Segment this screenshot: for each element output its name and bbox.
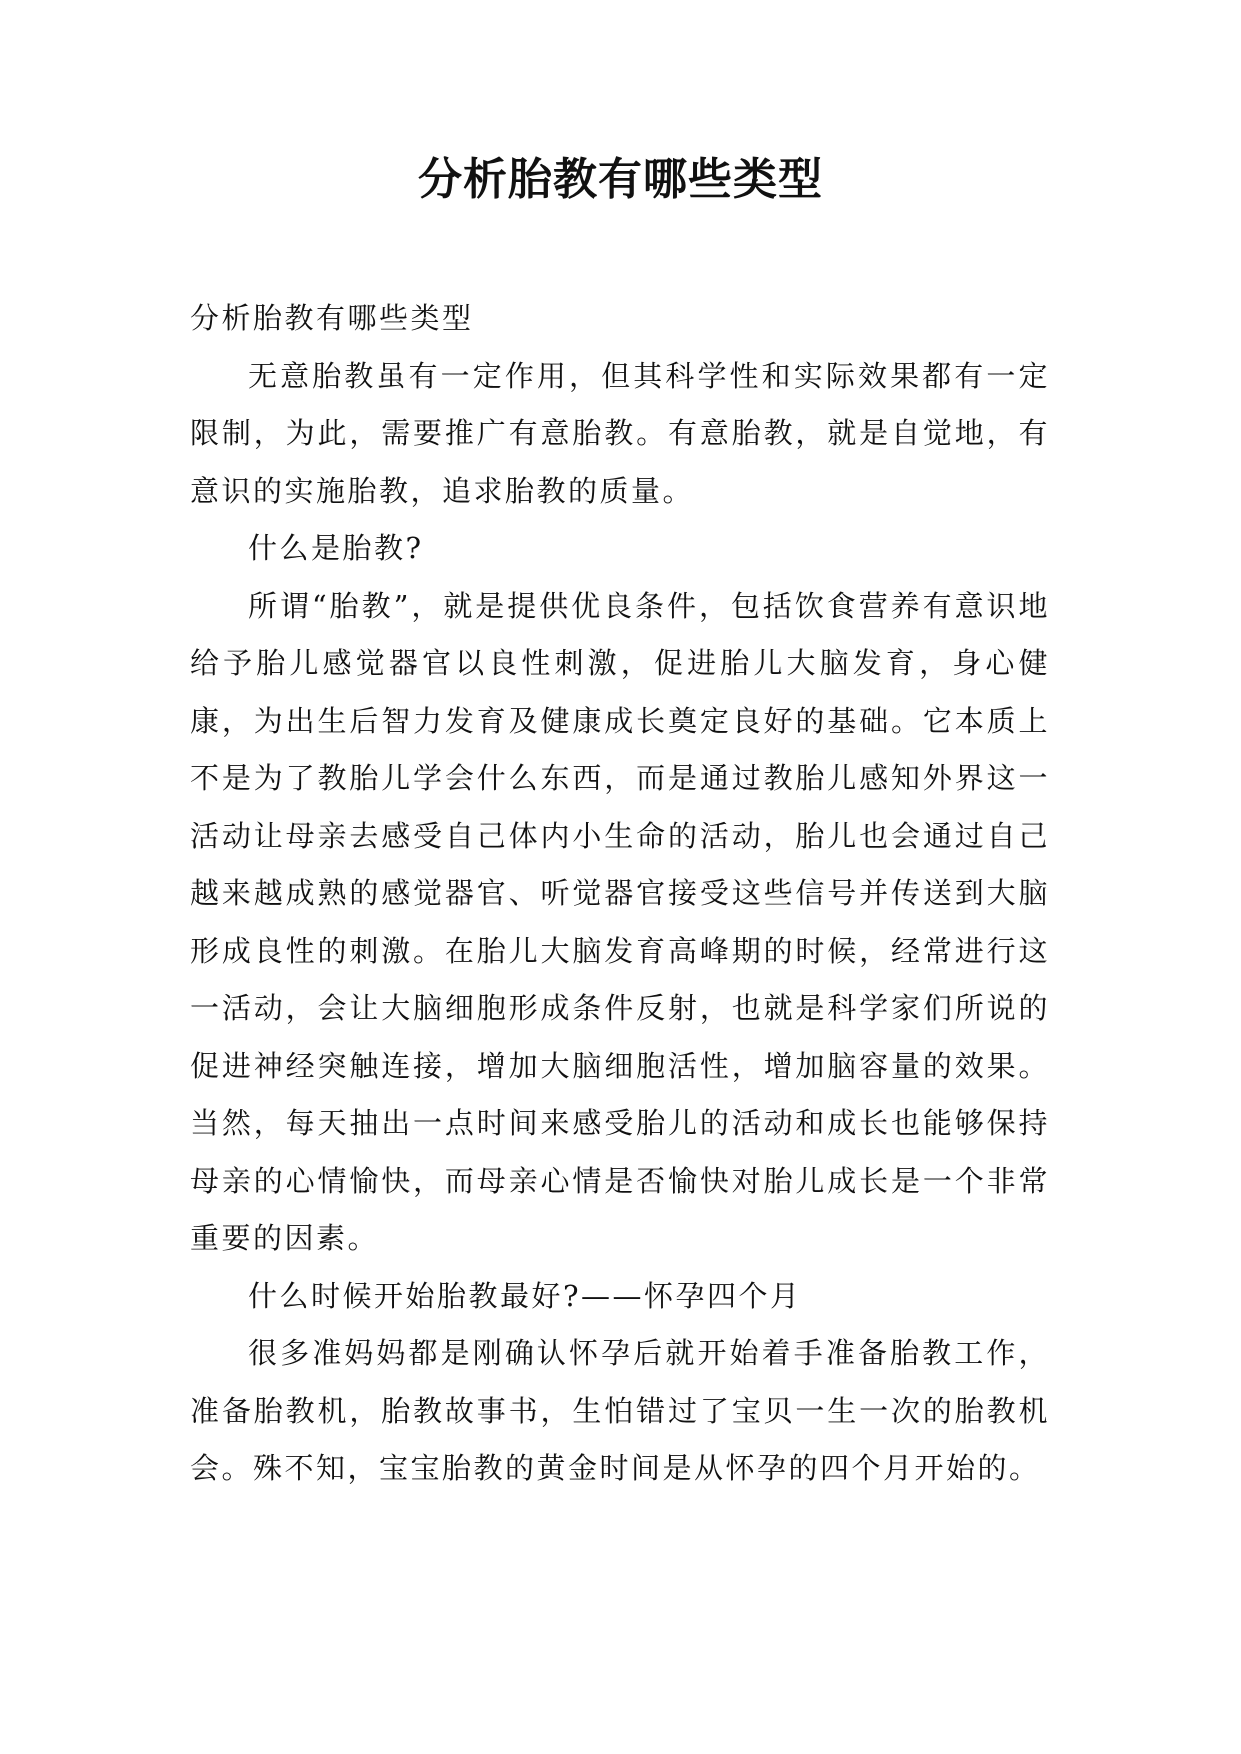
paragraph-intentional-education: 无意胎教虽有一定作用，但其科学性和实际效果都有一定限制，为此，需要推广有意胎教。有意胎教，就是自觉地，有意识的实施胎教，追求胎教的质量。 xyxy=(190,358,1050,508)
question-what-is-prenatal-education: 什么是胎教? xyxy=(248,531,424,565)
document-body xyxy=(190,290,1050,1498)
paragraph-definition: 所谓“胎教”，就是提供优良条件，包括饮食营养有意识地给予胎儿感觉器官以良性刺激，促进胎儿大脑发育，身心健康，为出生后智力发育及健康成长奠定良好的基础。它本质上不是为了教胎儿学会什么东西，而是通过教胎儿感知外界这一活动让母亲去感受自己体内小生命的活动，胎儿也会通过自己越来越成熟的感觉器官、听觉器官接受这些信号并传送到大脑形成良性的刺激。在胎儿大脑发育高峰期的时候，经常进行这一活动，会让大脑细胞形成条件反射，也就是科学家们所说的促进神经突触连接，增加大脑细胞活性，增加脑容量的效果。当然，每天抽出一点时间来感受胎儿的活动和成长也能够保持母亲的心情愉快，而母亲心情是否愉快对胎儿成长是一个非常重要的因素。 xyxy=(190,588,1050,1255)
question-when-to-start: 什么时候开始胎教最好?——怀孕四个月 xyxy=(248,1278,802,1313)
page-title: 分析胎教有哪些类型 xyxy=(418,154,823,205)
paragraph-golden-time: 很多准妈妈都是刚确认怀孕后就开始着手准备胎教工作，准备胎教机，胎教故事书，生怕错过了宝贝一生一次的胎教机会。殊不知，宝宝胎教的黄金时间是从怀孕的四个月开始的。 xyxy=(190,1336,1050,1485)
subtitle-paragraph: 分析胎教有哪些类型 xyxy=(190,301,474,335)
